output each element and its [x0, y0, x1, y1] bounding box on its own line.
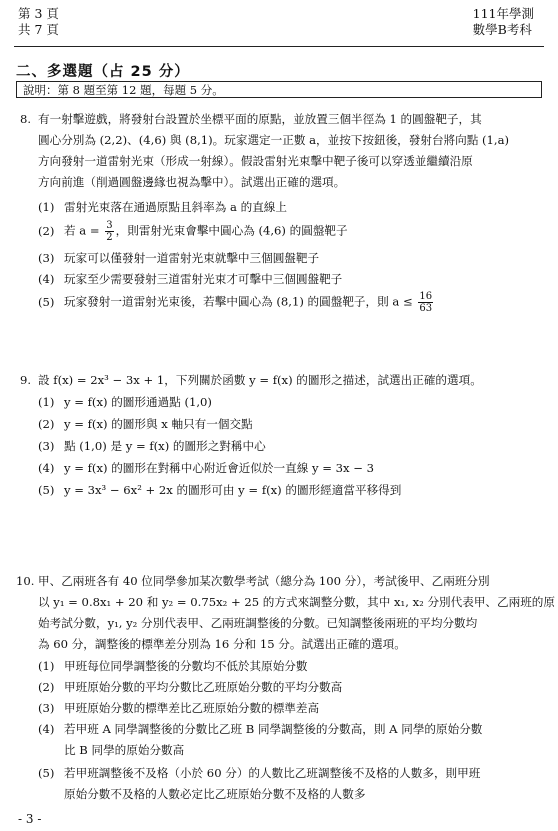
option-label: (5) — [38, 766, 55, 780]
option-4 — [38, 459, 374, 477]
question-stem-line: 方向發射一道雷射光束（形成一射線）。假設雷射光束擊中靶子後可以穿透並繼續沿原 — [38, 154, 473, 168]
page-label: 第 3 頁 — [18, 6, 59, 21]
option-1 — [38, 393, 212, 411]
option-text: y = 3x³ − 6x² + 2x 的圖形可由 y = f(x) 的圖形經適當平移得到 — [64, 483, 402, 497]
question-stem-line: 甲、乙兩班各有 40 位同學參加某次數學考試（總分為 100 分），考試後甲、乙兩班分別 — [38, 574, 490, 588]
option-3 — [38, 249, 319, 267]
fraction-denominator: 63 — [419, 303, 433, 314]
option-label: (3) — [38, 251, 55, 265]
option-label: (4) — [38, 722, 55, 736]
option-5 — [38, 764, 480, 782]
question-number: 8. — [20, 112, 32, 126]
option-label: (2) — [38, 223, 55, 238]
option-3 — [38, 699, 319, 717]
option-text: 點 (1,0) 是 y = f(x) 的圖形之對稱中心 — [64, 439, 266, 453]
option-text: y = f(x) 的圖形通過點 (1,0) — [64, 395, 212, 409]
question-stem-line: 有一射擊遊戲，將發射台設置於坐標平面的原點，並放置三個半徑為 1 的圓盤靶子，其 — [38, 112, 482, 126]
option-text: y = f(x) 的圖形與 x 軸只有一個交點 — [64, 417, 253, 431]
option-4 — [38, 270, 342, 288]
option-5 — [38, 481, 401, 499]
option-text: 甲班原始分數的標準差比乙班原始分數的標準差高 — [64, 701, 320, 715]
option-text-post: ，則雷射光束會擊中圓心為 (4,6) 的圓盤靶子 — [115, 223, 348, 238]
question-number: 10. — [16, 574, 35, 588]
fraction-numerator: 3 — [106, 220, 113, 231]
question-number: 9. — [20, 373, 32, 387]
exam-info — [473, 6, 534, 38]
page-info — [18, 6, 59, 38]
option-label: (1) — [38, 200, 55, 214]
option-text: 甲班原始分數的平均分數比乙班原始分數的平均分數高 — [64, 680, 343, 694]
option-label: (2) — [38, 417, 55, 431]
question-stem-line: 設 f(x) = 2x³ − 3x + 1，下列關於函數 y = f(x) 的圖形之描述，試選出正確的選項。 — [38, 373, 482, 387]
header-divider — [14, 46, 544, 47]
option-text: 甲班每位同學調整後的分數均不低於其原始分數 — [64, 659, 308, 673]
section-title: 二、多選題（占 25 分） — [16, 64, 190, 80]
option-label: (2) — [38, 680, 55, 694]
option-text: 若甲班 A 同學調整後的分數比乙班 B 同學調整後的分數高，則 A 同學的原始分數 — [64, 722, 483, 736]
option-text: 玩家至少需要發射三道雷射光束才可擊中三個圓盤靶子 — [64, 272, 343, 286]
option-text: 雷射光束落在通過原點且斜率為 a 的直線上 — [64, 200, 287, 214]
option-1 — [38, 198, 287, 216]
option-label: (1) — [38, 395, 55, 409]
option-text-pre: 若 a = — [64, 223, 100, 238]
option-label: (1) — [38, 659, 55, 673]
option-3 — [38, 437, 266, 455]
question-stem-line: 始考試分數，y₁, y₂ 分別代表甲、乙兩班調整後的分數。已知調整後兩班的平均分數均 — [38, 616, 478, 630]
year-label: 111年學測 — [472, 6, 534, 21]
option-4 — [38, 720, 482, 738]
section-note: 說明：第 8 題至第 12 題，每題 5 分。 — [16, 81, 542, 98]
option-2 — [38, 220, 348, 243]
question-stem-line: 圓心分別為 (2,2)、(4,6) 與 (8,1)。玩家選定一正數 a，並按下按鈕後，發射台將向點 (1,a) — [38, 133, 510, 147]
option-5 — [38, 291, 435, 314]
question-stem-line: 為 60 分，調整後的標準差分別為 16 分和 15 分。試選出正確的選項。 — [38, 637, 406, 651]
fraction-denominator: 2 — [106, 232, 113, 243]
option-5-continuation: 原始分數不及格的人數必定比乙班原始分數不及格的人數多 — [64, 787, 366, 801]
option-2 — [38, 415, 253, 433]
fraction — [418, 291, 433, 314]
option-text: 若甲班調整後不及格（小於 60 分）的人數比乙班調整後不及格的人數多，則甲班 — [64, 766, 481, 780]
option-text-pre: 玩家發射一道雷射光束後，若擊中圓心為 (8,1) 的圓盤靶子，則 a ≤ — [64, 294, 413, 309]
option-label: (5) — [38, 483, 55, 497]
fraction-numerator: 16 — [419, 291, 433, 302]
option-text: y = f(x) 的圖形在對稱中心附近會近似於一直線 y = 3x − 3 — [64, 461, 374, 475]
option-4-continuation: 比 B 同學的原始分數高 — [64, 743, 185, 757]
subject-label: 數學B考科 — [472, 22, 532, 37]
option-label: (5) — [38, 294, 55, 309]
option-2 — [38, 678, 342, 696]
option-label: (3) — [38, 701, 55, 715]
option-text: 玩家可以僅發射一道雷射光束就擊中三個圓盤靶子 — [64, 251, 320, 265]
option-1 — [38, 657, 307, 675]
total-pages-label: 共 7 頁 — [18, 22, 59, 37]
page-number: - 3 - — [18, 812, 42, 826]
fraction — [105, 220, 113, 243]
question-stem-line: 以 y₁ = 0.8x₁ + 20 和 y₂ = 0.75x₂ + 25 的方式來調整分數，其中 x₁, x₂ 分別代表甲、乙兩班的原 — [38, 595, 555, 609]
option-label: (3) — [38, 439, 55, 453]
option-label: (4) — [38, 272, 55, 286]
option-label: (4) — [38, 461, 55, 475]
question-stem-line: 方向前進（削過圓盤邊緣也視為擊中）。試選出正確的選項。 — [38, 175, 346, 189]
